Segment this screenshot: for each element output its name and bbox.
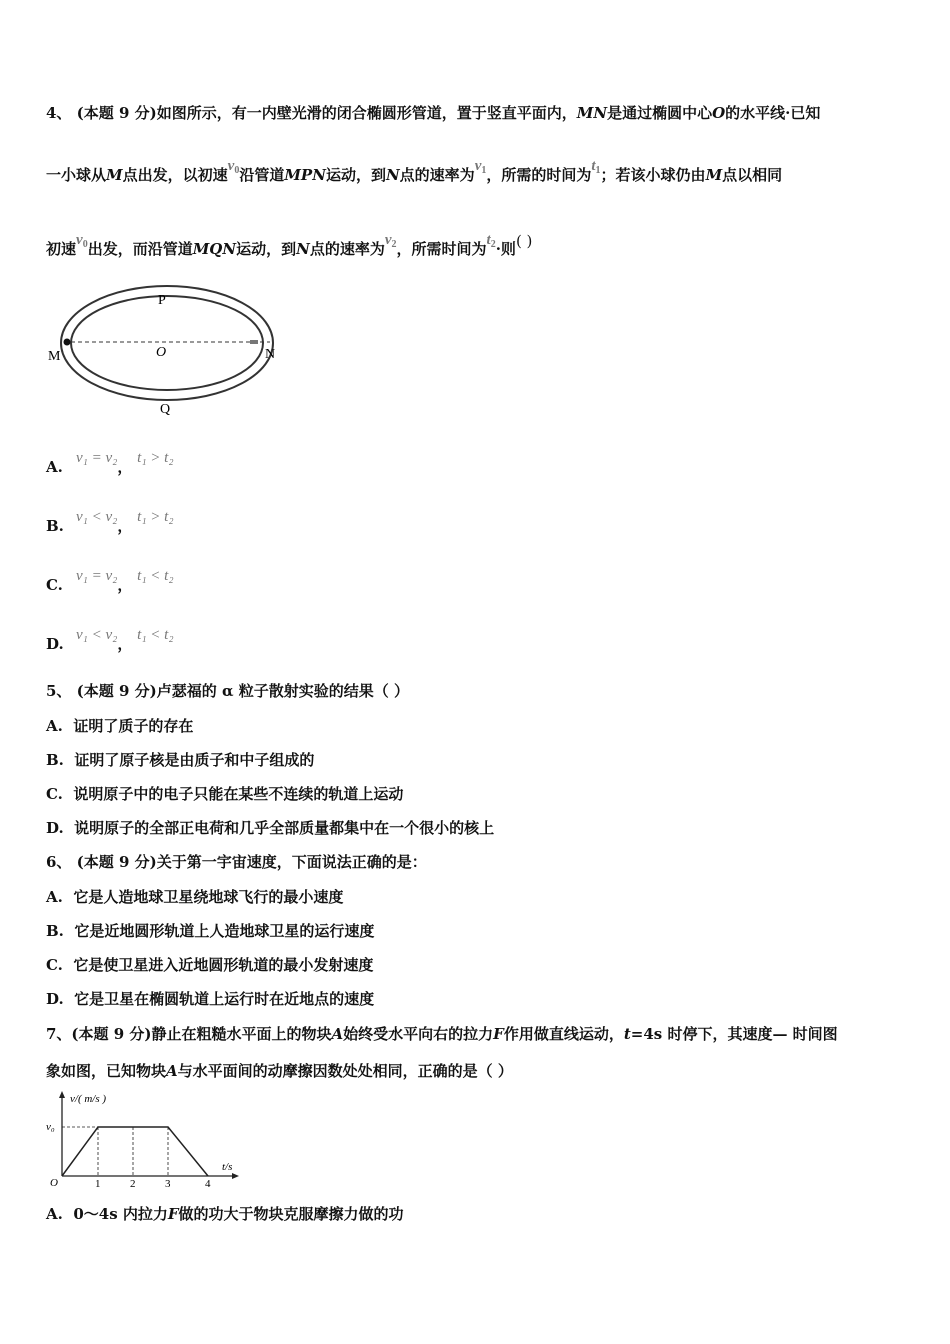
option-math: v₁ < v₂， t₁ < t₂	[76, 627, 174, 653]
v1-symbol: $v_1$	[474, 158, 487, 176]
label-n: N	[265, 347, 276, 362]
option-label: C.	[46, 576, 63, 594]
outer-ellipse	[61, 286, 276, 400]
q4-line-2	[46, 158, 783, 186]
q6-option-c[interactable]: C. 它是使卫星进入近地圆形轨道的最小发射速度	[46, 956, 374, 974]
q4-var-mpn: MPN	[284, 166, 326, 184]
v0-tick-label: v₀	[46, 1121, 55, 1133]
q4-line-3	[46, 232, 533, 260]
label-o: O	[156, 345, 167, 360]
t2-symbol: $t_2$	[486, 232, 496, 250]
q4-text: ·则	[495, 240, 516, 258]
option-label: B.	[46, 517, 64, 535]
x-tick-2: 2	[130, 1178, 136, 1188]
q4-var-n: N	[296, 240, 310, 258]
option-label: A.	[46, 458, 63, 476]
q6-option-a[interactable]: A. 它是人造地球卫星绕地球飞行的最小速度	[46, 888, 344, 906]
q5-option-a[interactable]: A. 证明了质子的存在	[46, 717, 194, 735]
label-m: M	[48, 349, 61, 364]
x-axis-arrow	[232, 1173, 239, 1179]
q6-option-b[interactable]: B. 它是近地圆形轨道上人造地球卫星的运行速度	[46, 922, 375, 940]
q4-var-n: N	[385, 166, 400, 184]
q4-text: 运动，到	[325, 166, 386, 184]
q5-stem: 5、 (本题 9 分)卢瑟福的 α 粒子散射实验的结果（ ）	[46, 682, 409, 700]
inner-ellipse	[71, 296, 263, 390]
y-axis-label: v/( m/s )	[70, 1093, 107, 1105]
q7-line-1: 7、(本题 9 分)静止在粗糙水平面上的物块A始终受水平向右的拉力F作用做直线运动，t=4s 时停下，其速度— 时间图	[46, 1025, 838, 1043]
q4-var-m: M	[705, 166, 723, 184]
q4-text: 点出发，以初速	[122, 166, 228, 184]
ball-at-m	[64, 339, 71, 346]
q4-text: 出发，而沿管道	[87, 240, 193, 258]
q4-text: 沿管道	[239, 166, 285, 184]
q5-option-c[interactable]: C. 说明原子中的电子只能在某些不连续的轨道上运动	[46, 785, 404, 803]
q4-text: 是通过椭圆中心	[607, 104, 713, 122]
x-tick-1: 1	[95, 1178, 101, 1188]
x-tick-3: 3	[165, 1178, 171, 1188]
y-axis-arrow	[59, 1091, 65, 1098]
q6-option-d[interactable]: D. 它是卫星在椭圆轨道上运行时在近地点的速度	[46, 990, 375, 1008]
velocity-time-graph	[40, 1088, 250, 1188]
q7-var-t: t	[623, 1025, 631, 1043]
option-math: v₁ = v₂， t₁ < t₂	[76, 568, 174, 594]
v0-symbol: $v_0$	[76, 232, 88, 250]
option-math: v₁ < v₂， t₁ > t₂	[76, 509, 174, 535]
option-label: D.	[46, 635, 64, 653]
q7-var-f: F	[493, 1025, 504, 1043]
velocity-curve	[62, 1127, 208, 1176]
q4-var-mqn: MQN	[192, 240, 237, 258]
label-q: Q	[160, 402, 171, 417]
q4-text: ，所需的时间为	[486, 166, 592, 184]
q4-text: 一小球从	[46, 166, 107, 184]
q7-var-f: F	[167, 1205, 179, 1223]
q4-text: 的水平线·已知	[725, 104, 821, 122]
q5-option-b[interactable]: B. 证明了原子核是由质子和中子组成的	[46, 751, 315, 769]
origin-label: O	[50, 1177, 58, 1188]
q4-line-1	[46, 102, 820, 123]
q4-var-o: O	[712, 104, 726, 122]
t1-symbol: $t_1$	[591, 158, 601, 176]
x-tick-4: 4	[205, 1178, 211, 1188]
ellipse-tube-figure	[40, 280, 290, 420]
q7-line-2: 象如图，已知物块A与水平面间的动摩擦因数处处相同，正确的是（ ）	[46, 1062, 513, 1080]
option-math: v₁ = v₂， t₁ > t₂	[76, 450, 174, 476]
q5-option-d[interactable]: D. 说明原子的全部正电荷和几乎全部质量都集中在一个很小的核上	[46, 819, 495, 837]
v0-symbol: $v_0$	[227, 158, 240, 176]
q4-text: ，所需时间为	[396, 240, 487, 258]
v2-symbol: $v_2$	[384, 232, 397, 250]
q4-text: 点以相同	[722, 166, 783, 184]
q6-stem: 6、 (本题 9 分)关于第一宇宙速度，下面说法正确的是：	[46, 853, 427, 871]
label-p: P	[158, 293, 166, 308]
x-axis-label: t/s	[222, 1161, 233, 1173]
point-n-marker	[250, 340, 258, 344]
q7-option-a[interactable]: A. 0～4s 内拉力F做的功大于物块克服摩擦力做的功	[46, 1205, 404, 1223]
q4-var-mn: MN	[576, 104, 608, 122]
q4-text: ；若该小球仍由	[600, 166, 706, 184]
q4-var-m: M	[106, 166, 123, 184]
answer-paren: ( )	[515, 232, 533, 250]
q4-text: 4、 (本题 9 分)如图所示，有一内壁光滑的闭合椭圆形管道，置于竖直平面内，	[46, 104, 577, 122]
q7-var-a: A	[331, 1025, 344, 1043]
q7-var-a: A	[166, 1062, 178, 1080]
q4-text: 运动，到	[236, 240, 297, 258]
q4-text: 点的速率为	[399, 166, 475, 184]
q4-text: 点的速率为	[309, 240, 385, 258]
q4-text: 初速	[46, 240, 77, 258]
